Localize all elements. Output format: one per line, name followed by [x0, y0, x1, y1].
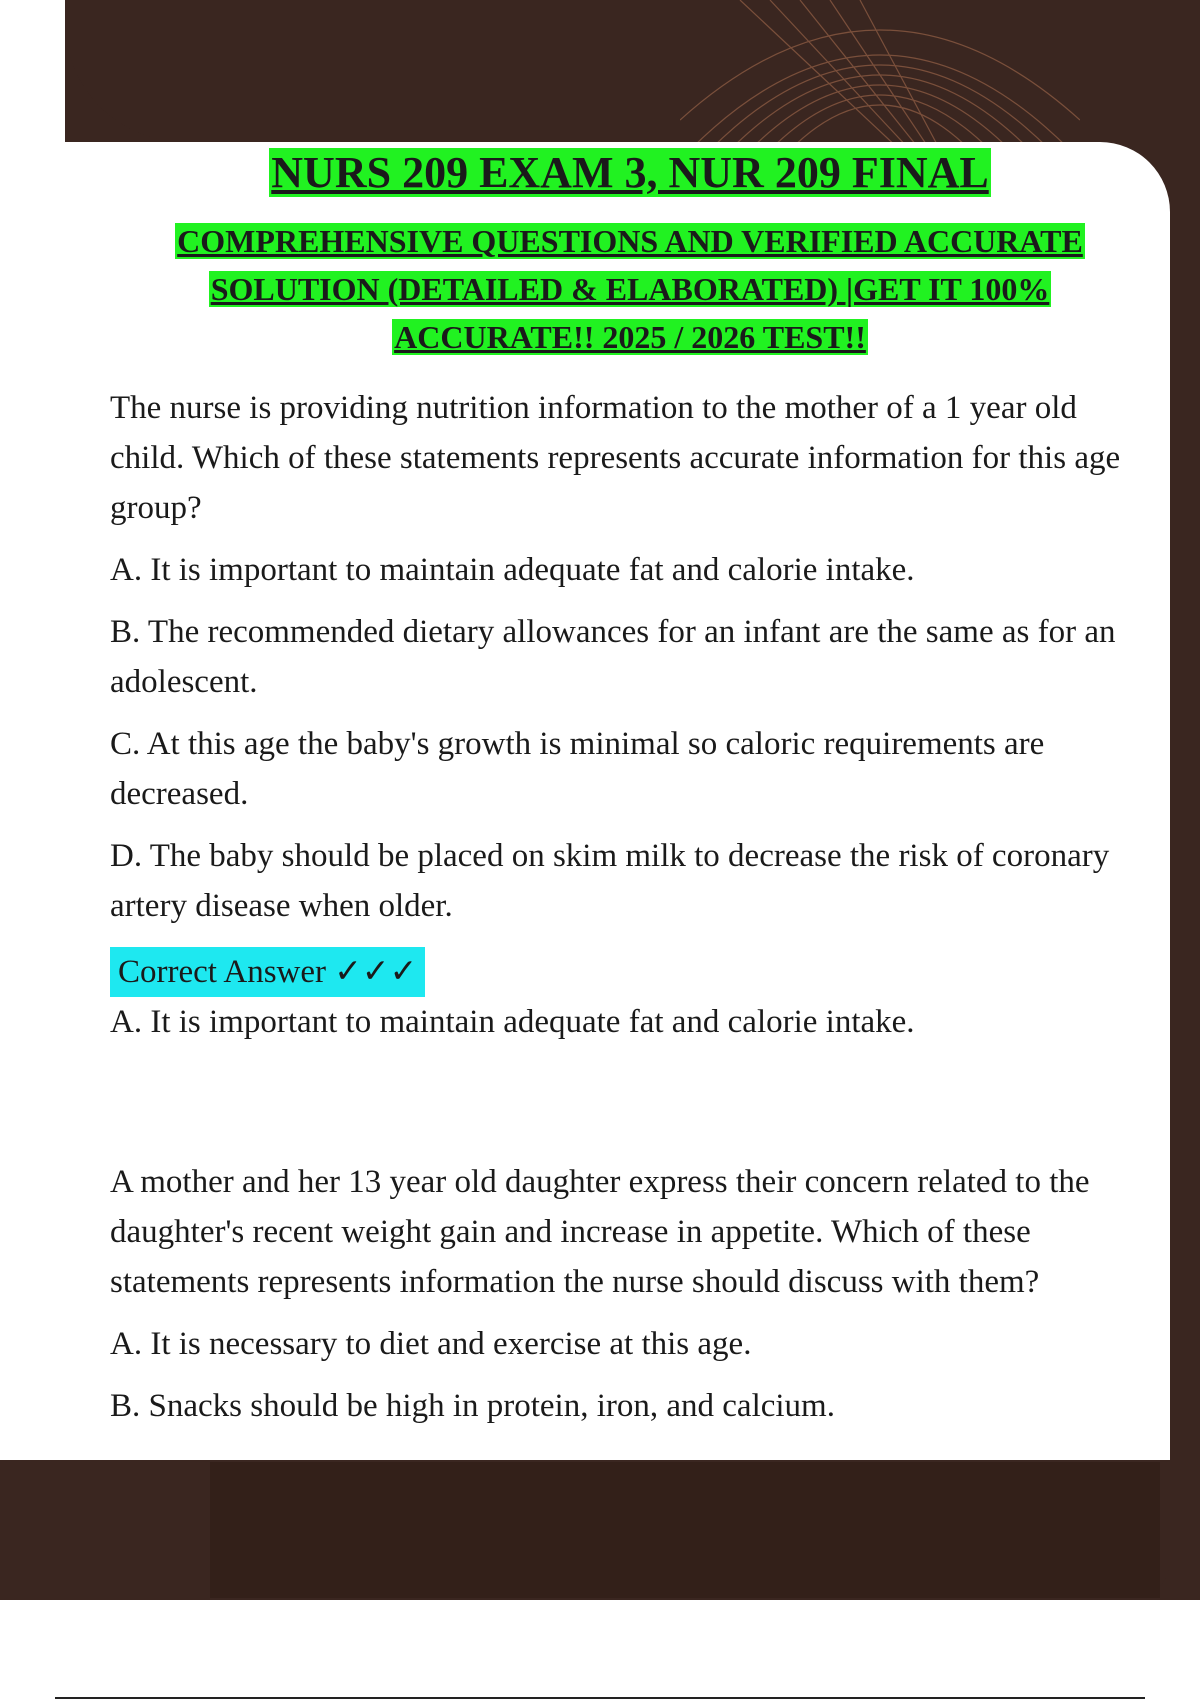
document-content	[110, 145, 1150, 1431]
option-a: A. It is important to maintain adequate fat and calorie intake.	[110, 552, 915, 588]
option-c: C. At this age the baby's growth is minimal so caloric requirements are decreased.	[110, 726, 1045, 812]
document-title: NURS 209 EXAM 3, NUR 209 FINAL	[271, 148, 989, 197]
decorative-lines	[680, 0, 1080, 150]
footer-band-inner	[210, 1462, 1160, 1598]
option-b: B. Snacks should be high in protein, iron, and calcium.	[110, 1388, 835, 1424]
spacer	[110, 1045, 1150, 1135]
correct-answer: A. It is important to maintain adequate fat and calorie intake.	[110, 1004, 915, 1040]
option-b: B. The recommended dietary allowances for an infant are the same as for an adolescent.	[110, 614, 1116, 700]
option-a: A. It is necessary to diet and exercise at this age.	[110, 1326, 752, 1362]
question-stem: A mother and her 13 year old daughter express their concern related to the daughter's recent weight gain and increase in appetite. Which of these statements represents information the nurse should discuss with them?	[110, 1164, 1090, 1300]
correct-answer-label: Correct Answer ✓✓✓	[110, 947, 425, 997]
option-d: D. The baby should be placed on skim milk to decrease the risk of coronary artery disease when older.	[110, 838, 1110, 924]
document-subtitle: COMPREHENSIVE QUESTIONS AND VERIFIED ACCURATE SOLUTION (DETAILED & ELABORATED) |GET IT 100% ACCURATE!! 2025 / 2026 TEST!!	[177, 223, 1083, 355]
footer-divider	[55, 1697, 1145, 1699]
page-margin	[0, 0, 65, 142]
question-stem: The nurse is providing nutrition information to the mother of a 1 year old child. Which of these statements represents accurate information for this age group?	[110, 390, 1121, 526]
